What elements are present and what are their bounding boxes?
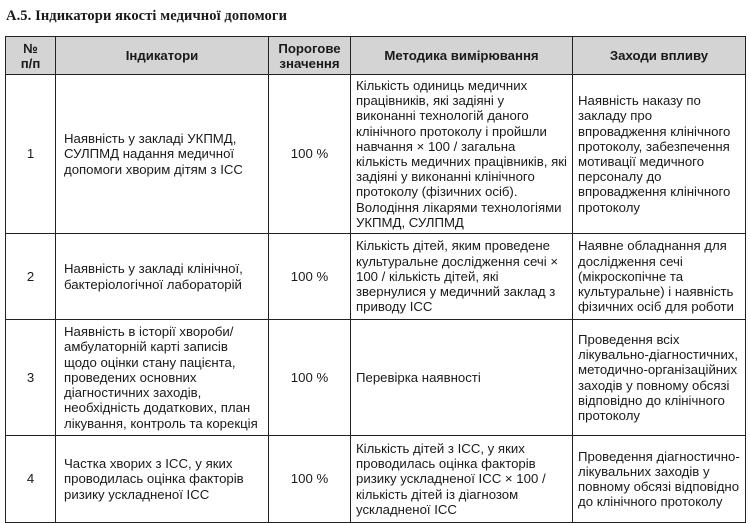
threshold-cell: 100 % — [269, 436, 351, 523]
measures-cell: Проведення діагностично-лікувальних заходів у повному обсязі відповідно до клінічного протоколу — [573, 436, 746, 523]
method-cell: Кількість дітей, яким проведене культуральне дослідження сечі × 100 / кількість дітей, які звернулися у медичний заклад з приводу ІСС — [351, 234, 573, 320]
section-title: А.5. Індикатори якості медичної допомоги — [6, 8, 288, 24]
threshold-cell: 100 % — [269, 320, 351, 436]
indicator-cell: Наявність в історії хвороби/амбулаторній карті записів щодо оцінки стану пацієнта, проведених основних діагностичних заходів, необхідність додаткових, план лікування, контроль та корекція — [56, 320, 269, 436]
row-number: 3 — [6, 320, 56, 436]
measures-cell: Проведення всіх лікувально-діагностичних, методично-організаційних заходів у повному обсязі відповідно до клінічного протоколу — [573, 320, 746, 436]
method-cell: Кількість дітей з ІСС, у яких проводилась оцінка факторів ризику ускладненої ІСС × 100 / кількість дітей із діагнозом ускладненої ІСС — [351, 436, 573, 523]
method-cell: Кількість одиниць медичних працівників, які задіяні у виконанні технологій даного клінічного протоколу і пройшли навчання × 100 / загальна кількість медичних працівників, які задіяні у виконанні клінічного протоколу (фізичних осіб). Володіння лікарями технологіями УКПМД, СУЛПМД — [351, 75, 573, 234]
indicator-cell: Наявність у закладі клінічної, бактеріологічної лабораторій — [56, 234, 269, 320]
measures-cell: Наявне обладнання для дослідження сечі (мікроскопічне та культуральне) і наявність фізичних осіб для роботи — [573, 234, 746, 320]
row-number: 2 — [6, 234, 56, 320]
table-header-row — [6, 37, 746, 75]
header-num: № п/п — [6, 37, 56, 75]
measures-cell: Наявність наказу по закладу про впровадження клінічного протоколу, забезпечення мотивації медичного персоналу до впровадження клінічного протоколу — [573, 75, 746, 234]
quality-indicators-table — [5, 36, 746, 523]
table-row — [6, 234, 746, 320]
threshold-cell: 100 % — [269, 234, 351, 320]
header-method: Методика вимірювання — [351, 37, 573, 75]
table-row — [6, 320, 746, 436]
table-row — [6, 436, 746, 523]
header-threshold: Порогове значення — [269, 37, 351, 75]
header-indicators: Індикатори — [56, 37, 269, 75]
indicator-cell: Частка хворих з ІСС, у яких проводилась оцінка факторів ризику ускладненої ІСС — [56, 436, 269, 523]
threshold-cell: 100 % — [269, 75, 351, 234]
table-row — [6, 75, 746, 234]
row-number: 1 — [6, 75, 56, 234]
row-number: 4 — [6, 436, 56, 523]
method-cell: Перевірка наявності — [351, 320, 573, 436]
header-measures: Заходи впливу — [573, 37, 746, 75]
indicator-cell: Наявність у закладі УКПМД, СУЛПМД надання медичної допомоги хворим дітям з ІСС — [56, 75, 269, 234]
